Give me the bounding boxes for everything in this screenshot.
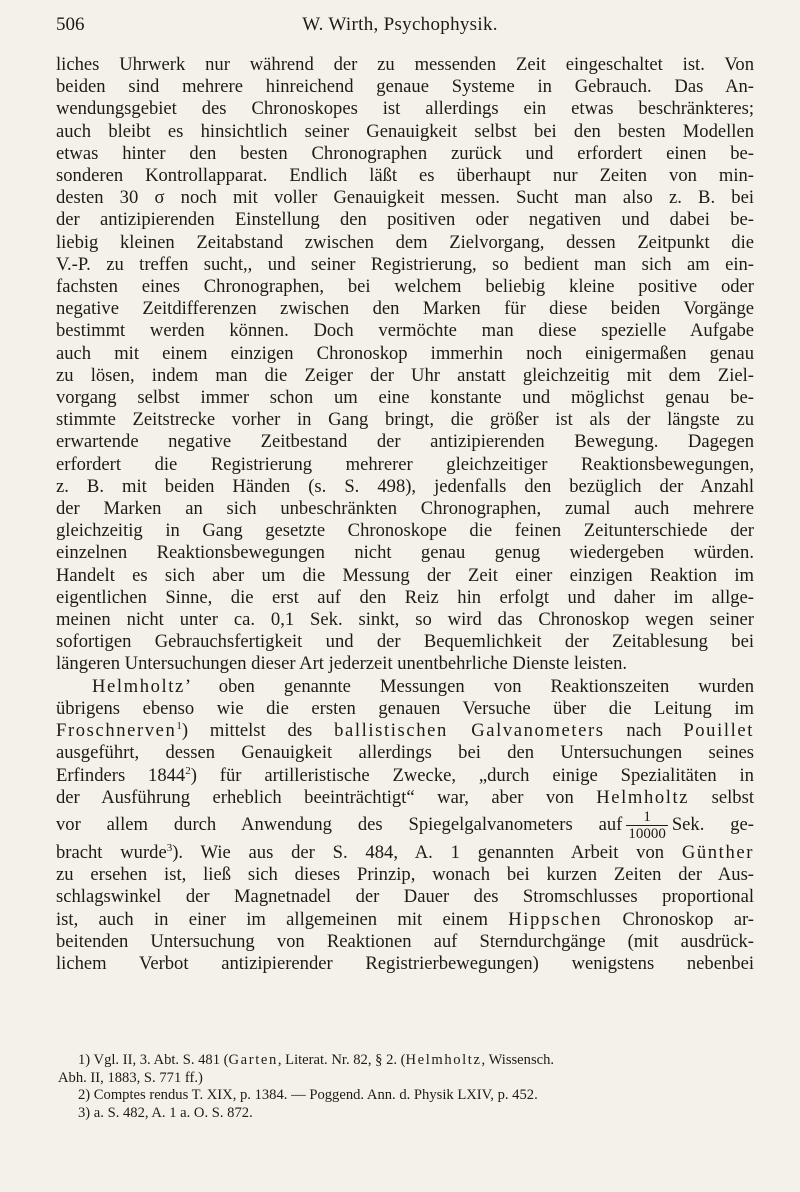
text-run: selbst [689,786,754,808]
text-line: zu lösen, indem man die Zeiger der Uhr anstatt gleichzeitig mit dem Ziel- [56,364,754,386]
text-run: 1) Vgl. II, 3. Abt. S. 481 ( [78,1052,229,1068]
text-run: Chronoskop ar- [602,908,754,930]
text-run: ballistischen Galvanometers [334,720,605,742]
text-run: bracht wurde [56,841,167,863]
text-line: liches Uhrwerk nur während der zu messenden Zeit eingeschaltet ist. Von [56,54,754,75]
paragraph-2 [56,676,754,975]
text-line: sonderen Kontrollapparat. Endlich läßt es überhaupt nur Zeiten von min- [56,165,754,187]
footnote-1 [56,1052,754,1070]
text-line [56,676,754,698]
author-name: Hippschen [508,908,603,930]
text-line: sofortigen Gebrauchsfertigkeit und der Bequemlichkeit der Zeitablesung bei [56,631,754,653]
text-run: vor allem durch Anwendung des Spiegelgalvanometers auf [56,813,623,835]
text-line: lichem Verbot antizipierender Registrierbewegungen) wenigstens nebenbei [56,952,754,974]
text-run: ’ oben genannte Messungen von Reaktionszeiten wurden [184,675,754,697]
footnote-ref: 2 [185,764,191,777]
author-name: Helmholtz [596,786,690,808]
text-line: der antizipierenden Einstellung den positiven oder negativen und dabei be- [56,209,754,231]
author-name: Pouillet [683,720,754,742]
text-run: ist, auch in einer im allgemeinen mit einem [56,908,509,930]
text-run: 2) Comptes rendus T. XIX, p. 1384. — [78,1087,310,1103]
text-line: auch mit einem einzigen Chronoskop immerhin noch einigermaßen genau [56,342,754,364]
text-run: Froschnerven [56,720,177,742]
text-line [56,765,754,787]
text-line: bestimmt werden können. Doch vermöchte man diese spezielle Aufgabe [56,320,754,342]
text-line: übrigens ebenso wie die ersten genauen Versuche über die Leitung im [56,697,754,719]
text-run: nach [604,720,684,742]
text-line [56,720,754,742]
text-run: Ann. d. Physik LXIV, p. 452. [364,1087,538,1103]
text-run: , Wissensch. [481,1052,555,1068]
text-line: längeren Untersuchungen dieser Art jederzeit unentbehrliche Dienste leisten. [56,653,628,675]
text-line: einzelnen Reaktionsbewegungen nicht genau genug wiedergeben würden. [56,542,754,564]
text-line: zu ersehen ist, ließ sich dieses Prinzip, wonach bei kurzen Zeiten der Aus- [56,864,754,886]
running-title: W. Wirth, Psychophysik. [302,14,498,35]
footnote-ref: 1 [176,719,182,732]
fraction-denominator: 10000 [628,825,666,842]
page-header [56,14,744,42]
text-line [56,842,754,864]
text-line: beiden sind mehrere hinreichend genaue Systeme in Gebrauch. Das An- [56,76,754,98]
text-run: der Ausführung erheblich beeinträchtigt“ war, aber von [56,786,597,808]
text-run: Sek. ge- [671,813,754,835]
text-line: etwas hinter den besten Chronographen zurück und erfordert einen be- [56,142,754,164]
text-run: ). Wie aus der S. 484, A. 1 genannten Arbeit von [172,841,682,863]
text-run: Poggend. [309,1087,365,1103]
text-line: fachsten eines Chronographen, bei welchem beliebig kleine positive oder [56,276,754,298]
text-line: desten 30 σ noch mit voller Genauigkeit messen. Sucht man also z. B. bei [56,187,754,209]
text-line [56,809,754,842]
text-line: schlagswinkel der Magnetnadel der Dauer des Stromschlusses proportional [56,886,754,908]
text-line: erfordert die Registrierung mehrerer gleichzeitiger Reaktionsbewegungen, [56,453,754,475]
text-line: z. B. mit beiden Händen (s. S. 498), jedenfalls den bezüglich der Anzahl [56,475,754,497]
text-line: vorgang selbst immer schon um eine konstante und möglichst genau be- [56,387,754,409]
text-line: eigentlichen Sinne, die erst auf den Reiz hin erfolgt und daher im allge- [56,586,754,608]
footnote-ref: 3 [166,841,173,854]
footnote-2 [56,1087,754,1105]
text-line: stimmte Zeitstrecke vorher in Gang bringt, die größer ist als der längste zu [56,409,754,431]
text-run: ) für artilleristische Zwecke, „durch einige Spezialitäten in [190,764,754,786]
fraction-numerator: 1 [643,808,651,825]
author-name: Helmholtz [405,1052,482,1068]
text-line: gleichzeitig in Gang gesetzte Chronoskope die feinen Zeitunterschiede der [56,520,754,542]
text-line: beitenden Untersuchung von Reaktionen auf Sterndurchgänge (mit ausdrück- [56,930,754,952]
main-text [56,54,754,975]
footnote-1-continued: Abh. II, 1883, S. 771 ff.) [58,1069,203,1086]
text-line: auch bleibt es hinsichtlich seiner Genauigkeit selbst bei den besten Modellen [56,120,754,142]
footnotes [56,1052,754,1122]
author-name: Günther [681,841,754,863]
text-line: Handelt es sich aber um die Messung der Zeit einer einzigen Reaktion im [56,564,754,586]
text-line: wendungsgebiet des Chronoskopes ist allerdings ein etwas beschränkteres; [56,98,754,120]
page-number: 506 [56,14,85,35]
text-line: ausgeführt, dessen Genauigkeit allerdings bei den Untersuchungen seines [56,742,754,764]
author-name: Helmholtz [92,675,185,697]
fraction [626,809,668,842]
text-line [56,909,754,931]
text-line: erwartende negative Zeitbestand der antizipierenden Bewegung. Dagegen [56,431,754,453]
author-name: Garten [228,1052,278,1068]
text-line [56,787,754,809]
text-line: liebig kleinen Zeitabstand zwischen dem Zielvorgang, dessen Zeitpunkt die [56,231,754,253]
text-run: , Literat. Nr. 82, § 2. ( [277,1052,406,1068]
text-line: der Marken an sich unbeschränkten Chronographen, zumal auch mehrere [56,498,754,520]
text-line: V.-P. zu treffen sucht,, und seiner Registrierung, so bedient man sich am ein- [56,253,754,275]
paragraph-1 [56,54,754,676]
text-run: Erfinders 1844 [56,764,186,786]
text-line: meinen nicht unter ca. 0,1 Sek. sinkt, so wird das Chronoskop wegen seiner [56,609,754,631]
text-line: negative Zeitdifferenzen zwischen den Marken für diese beiden Vorgänge [56,298,754,320]
text-run: ) mittelst des [181,720,335,742]
footnote-3: 3) a. S. 482, A. 1 a. O. S. 872. [78,1104,253,1121]
